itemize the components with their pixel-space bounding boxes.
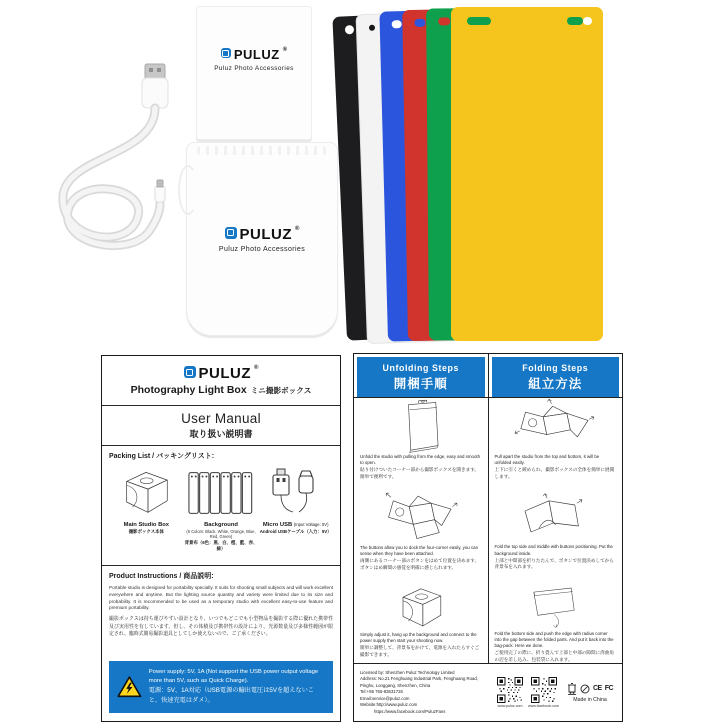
registered-mark: ® (295, 225, 300, 232)
folding-step-3-text: Fold the bottom side and push the edge with radius corner into the gap between the folded parts. And put it back into the bag-pack. Here we done. ご使用完了の際に、折り畳んで上部と中部の隙間に湾曲角の辺を差し込み、包装袋に入れます。 (494, 631, 614, 662)
power-supply-text-jp: 電源：5V、1A対応（USB電源の輸出電圧は5Vを超えないこと、快速充電はダメ）。 (148, 687, 315, 704)
folding-step-2-text: Fold the top side and middle with buttons positioning. Put the background inside. 上部と中間部を折りたたんで、ボタンで位置決めしてから背景布を入れます。 (494, 544, 614, 570)
packing-item-background (184, 467, 259, 552)
unfolding-column (354, 354, 488, 663)
company-info (360, 670, 492, 715)
puluz-logo-icon (221, 48, 231, 58)
pouch-photo (186, 142, 338, 336)
certification-marks (564, 682, 616, 703)
address-line-2: Pinghu, Longgang, Shenzhen, China (360, 682, 431, 688)
made-in-china-label: Made in China (573, 697, 607, 703)
hanging-hole (438, 17, 450, 25)
folding-column (488, 354, 623, 663)
qr-code-icon (531, 677, 557, 703)
product-instructions-section (102, 566, 340, 658)
packing-item-label: Main Studio Box (123, 522, 170, 528)
puluz-logo-icon (184, 366, 196, 378)
packing-item-sub: (Input Voltage: 5V) (293, 522, 329, 527)
tent-fold-illustration (500, 490, 610, 544)
unfolding-steps-header (357, 357, 485, 397)
hanging-hole (414, 19, 425, 27)
packing-item-jp: 撮影ボックス本体 (128, 529, 164, 534)
unfolding-steps-title-en: Unfolding Steps (382, 362, 459, 373)
folded-flat-illustration (507, 583, 603, 631)
prohibition-icon (580, 684, 590, 694)
packing-item-studio-box (109, 467, 184, 552)
qr-facebook (528, 677, 559, 708)
hanging-hole (369, 25, 375, 31)
packing-item-label: Background (204, 522, 238, 528)
email-line: Email:service@puluz.com (360, 695, 410, 701)
manual-header (102, 356, 340, 406)
brand-tagline: Puluz Photo Accessories (218, 245, 306, 253)
folding-step-1-text: Pull apart the studio from the top and bottom, it will be unfolded easily. 上下に引くと緩められ、撮影ボックスの全体を簡単に展開します。 (494, 454, 615, 479)
hanging-hole (392, 20, 402, 28)
brand-wordmark: PULUZ (239, 225, 293, 243)
puluz-logo (221, 47, 287, 62)
manufacturer-footer (354, 663, 622, 721)
packing-list-section (102, 446, 340, 566)
qr-code-icon (497, 677, 523, 703)
instructions-paragraph-en: Portable studio is designed for portability specially. It suits for shooting small subjects and will work excellent everywhere and anytime. But the lighting source quantity and variety were limited due to its size and probability. It is recommended to be used as a temporary studio with excellent easy-to-use feature and premium portability. (109, 585, 333, 611)
product-title-en: Photography Light Box (130, 384, 247, 396)
assembled-studio-illustration (389, 584, 453, 632)
user-manual-title-en: User Manual (181, 411, 261, 426)
qr-caption: www.puluz.com (497, 704, 523, 708)
tel-line: Tel:+86 755-83631726 (360, 689, 403, 695)
qr-caption: www.facebook.com (528, 704, 559, 708)
backdrop-yellow (451, 7, 603, 341)
brand-tagline: Puluz Photo Accessories (214, 65, 294, 72)
hanging-slot (467, 17, 491, 25)
steps-page (353, 353, 623, 722)
warning-triangle-icon (117, 669, 142, 705)
puluz-logo-icon (225, 227, 237, 239)
user-manual-title-jp: 取り扱い説明書 (189, 429, 253, 439)
unfolding-step-1-text: Unfold the studio with pulling from the edge, easy and smooth to open. 貼り付けついたコーナー部から撮影ボックスを開きます。簡単で便利です。 (360, 454, 481, 479)
half-open-studio-illustration (369, 489, 473, 545)
licensed-by-line: Licensed by: Shenzhen Puluz Technology Limited (360, 669, 455, 675)
flat-studio-illustration (379, 399, 463, 453)
packing-item-sub: (6 Colors: Black, White, Orange, Blue, Red, Green) (186, 529, 256, 540)
instructions-paragraph-jp: 撮影ボックスは持ち運びやすい設計となり、いつでもどこでも小型物品を撮影する際に優れた携帯性及び実用性を有しています。但し、その体積及び携帯性の設計により、光源数量及び多様性範囲が限定され、臨時式簡易撮影道具としてしか使えないので、ご了承ください。 (109, 617, 333, 637)
weee-bin-icon (567, 682, 577, 695)
hanging-hole (583, 17, 592, 25)
unfolding-step-3-text: Simply adjust it, hang up the background and connect to the power supply then start your shooting now. 簡単に調整して、背景布をかけて、電源を入れたらすぐご撮影できます。 (360, 632, 480, 657)
power-supply-text-en: Power supply: 5V, 1A (Not support the USB power output voltage more than 5V, such as Quick Charge). (148, 668, 319, 684)
registered-mark: ® (282, 47, 288, 53)
packing-list-heading: Packing List / パッキングリスト: (109, 453, 215, 460)
hanging-slot (567, 17, 583, 25)
brand-wordmark: PULUZ (233, 47, 280, 62)
usb-cable-photo (8, 38, 203, 253)
website-line: Website:http://www.puluz.com (360, 702, 418, 708)
qr-website (497, 677, 523, 708)
packing-item-micro-usb (258, 467, 333, 552)
pouch-drawstring-gather (197, 146, 327, 155)
address-line-1: Address: No.21 Fenghuang Industrial Park, Fenghuang Road, (360, 676, 479, 682)
spread-studio-illustration (499, 398, 611, 454)
product-title-jp: ミニ撮影ボックス (250, 386, 312, 395)
folding-steps-header (492, 357, 620, 397)
packing-item-label: Micro USB (Input Voltage: 5V) (262, 522, 329, 528)
hanging-hole (345, 25, 354, 34)
brand-wordmark: PULUZ (198, 365, 252, 382)
packing-item-jp: 背景布（6色：黒、白、橙、藍、赤、緑） (184, 540, 258, 552)
pouch-drawstring-loop (178, 165, 198, 215)
folding-steps-title-jp: 組立方法 (528, 376, 583, 391)
ce-mark: CE (592, 685, 602, 692)
facebook-line: https://www.facebook.com/PuluzFans (374, 708, 446, 714)
fcc-mark: FC (604, 685, 614, 692)
folded-studio-photo (196, 6, 312, 140)
unfolding-step-2-text: The buttons allow you to dock the four-corner easily, you can sense when they have been attached. 両側にあるコーナー部のボタンをはめて位置を決めます、ボタンはめ瞬間の感覚を明確に感じられます。 (360, 545, 480, 570)
user-manual-page (101, 355, 341, 722)
folding-steps-title-en: Folding Steps (522, 362, 589, 373)
power-supply-notice (102, 658, 340, 721)
packing-item-jp: Android USBケーブル（入力：5V） (259, 529, 332, 534)
unfolding-steps-title-jp: 開梱手順 (393, 376, 448, 391)
micro-usb-icon (268, 467, 324, 519)
puluz-logo (225, 226, 300, 243)
puluz-logo (184, 365, 259, 382)
studio-box-icon (117, 467, 175, 519)
product-instructions-heading: Product Instructions / 商品説明: (109, 573, 214, 580)
registered-mark: ® (254, 365, 259, 371)
user-manual-title (102, 406, 340, 446)
background-sheets-icon (187, 467, 255, 519)
